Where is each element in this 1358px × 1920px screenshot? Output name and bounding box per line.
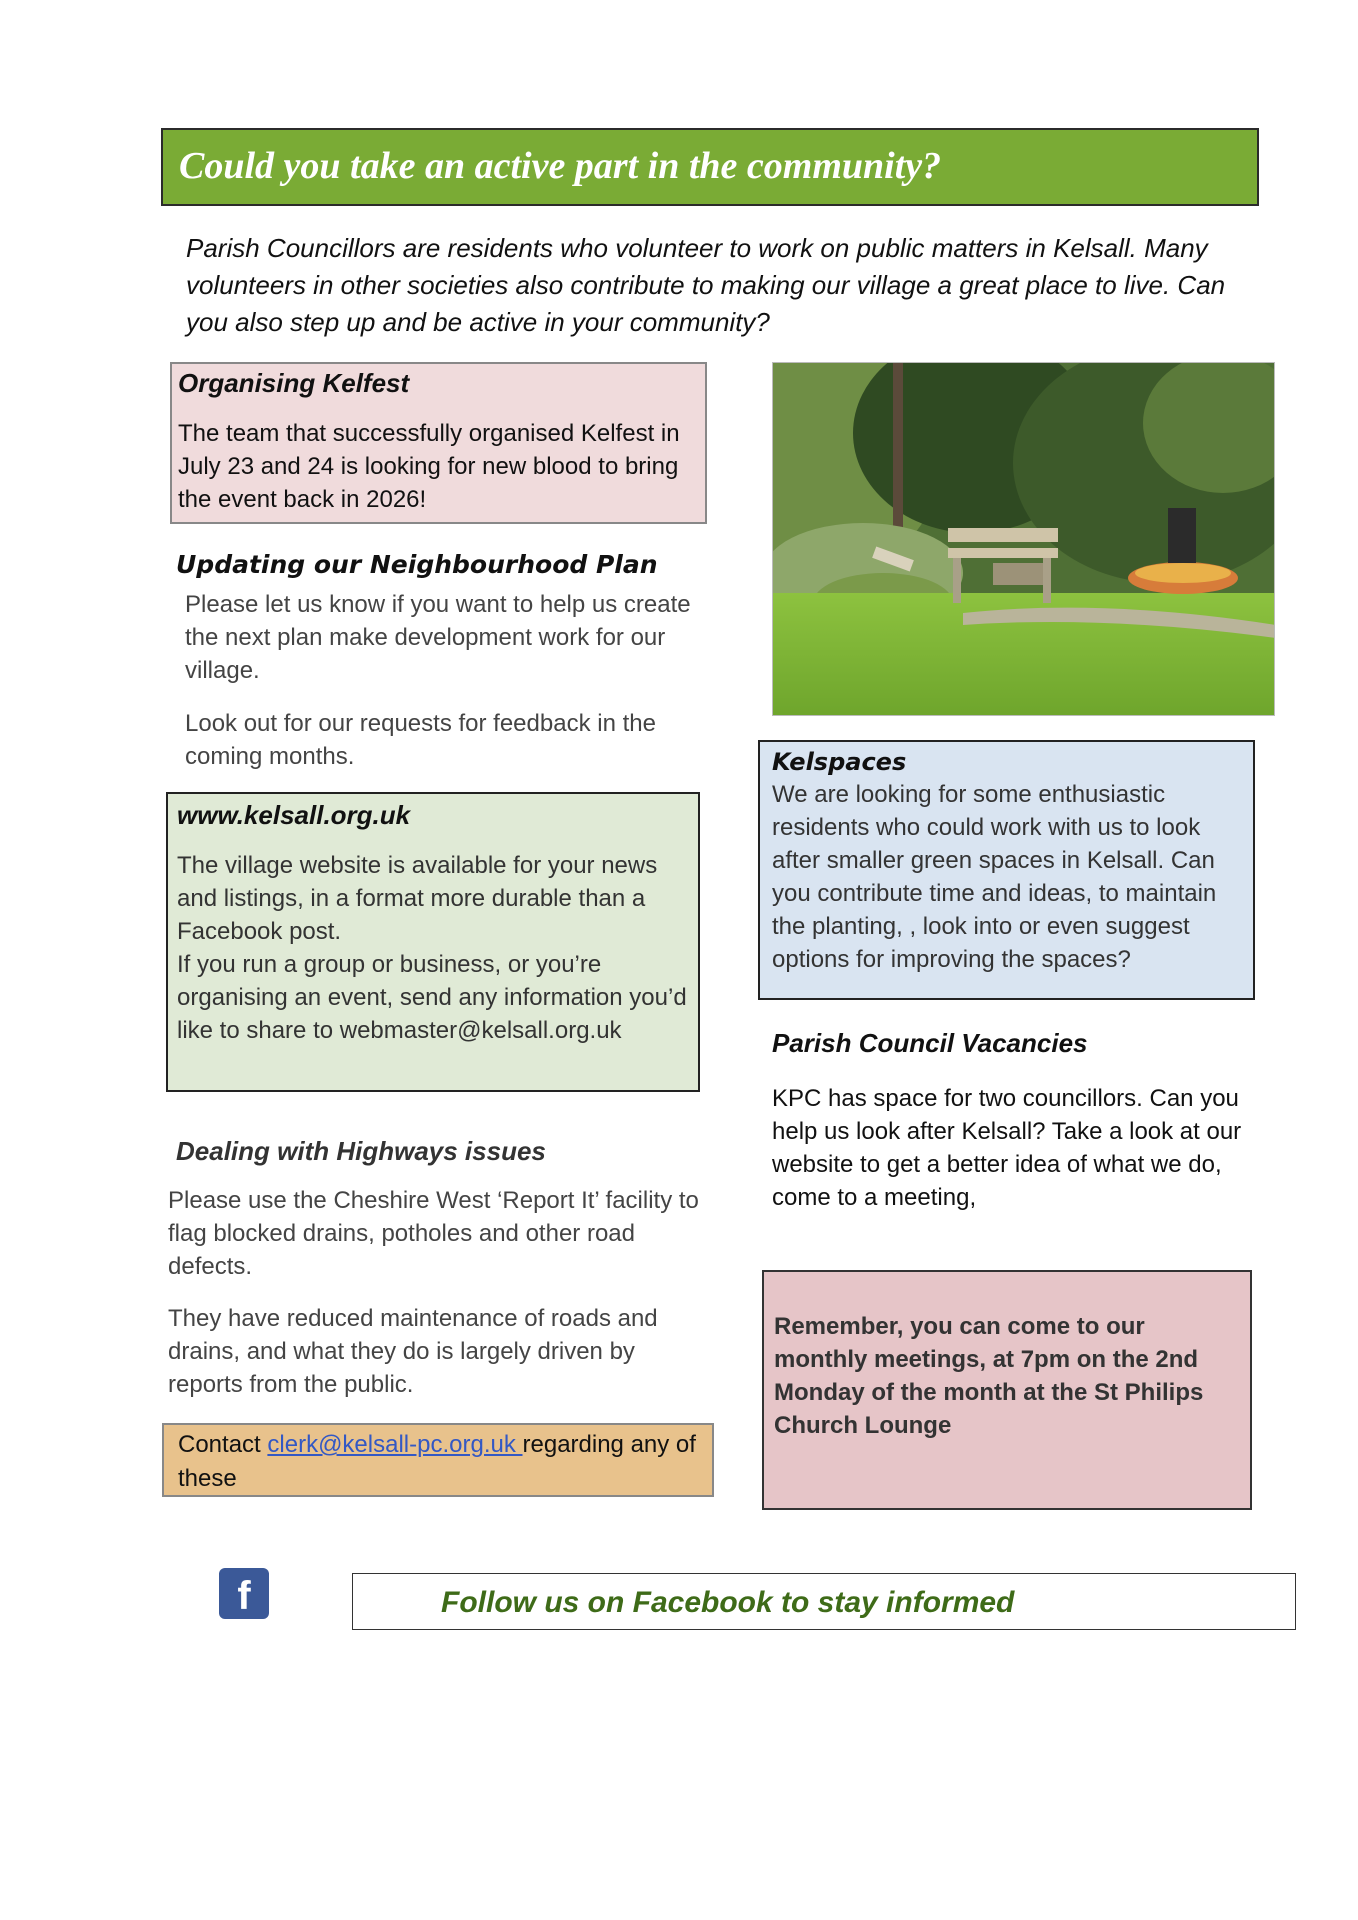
intro-paragraph: Parish Councillors are residents who volunteer to work on public matters in Kelsall. Many volunteers in other societies also contribute to making our village a great place to live. Can you also step up and be active in your community? — [186, 233, 1226, 337]
park-photo — [772, 362, 1275, 716]
kelspaces-body: We are looking for some enthusiastic residents who could work with us to look after smaller green spaces in Kelsall. Can you contribute time and ideas, to maintain the planting, , look into or even suggest options for improving the spaces? — [772, 781, 1217, 973]
park-bench-illustration — [773, 363, 1275, 716]
facebook-icon[interactable]: f — [219, 1568, 269, 1619]
meetings-text: Remember, you can come to our monthly meetings, at 7pm on the 2nd Monday of the month at the St Philips Church Lounge — [774, 1313, 1204, 1439]
highways-title: Dealing with Highways issues — [176, 1136, 546, 1166]
vacancies-body: KPC has space for two councillors. Can you help us look after Kelsall? Take a look at our website to get a better idea of what we do, come to a meeting, — [772, 1085, 1242, 1211]
neighbourhood-plan-paragraph-2: Look out for our requests for feedback in the coming months. — [185, 710, 656, 770]
kelfest-title: Organising Kelfest — [178, 368, 410, 398]
kelspaces-box — [758, 740, 1255, 1000]
highways-paragraph-2: They have reduced maintenance of roads and drains, and what they do is largely driven by reports from the public. — [168, 1305, 658, 1398]
page-banner — [161, 128, 1259, 206]
kelfest-body: The team that successfully organised Kelfest in July 23 and 24 is looking for new blood to bring the event back in 2026! — [178, 420, 680, 513]
follow-facebook-text: Follow us on Facebook to stay informed — [441, 1586, 1015, 1619]
meetings-box — [762, 1270, 1252, 1510]
website-title[interactable]: www.kelsall.org.uk — [177, 800, 411, 830]
contact-suffix: regarding any of these — [178, 1431, 696, 1492]
website-paragraph-2: If you run a group or business, or you’re organising an event, send any information you’d like to share to webmaster@kelsall.org.uk — [177, 951, 687, 1044]
neighbourhood-plan-title: Updating our Neighbourhood Plan — [176, 550, 658, 579]
neighbourhood-plan-paragraph-1: Please let us know if you want to help us create the next plan make development work for our village. — [185, 591, 691, 684]
banner-title: Could you take an active part in the community? — [179, 145, 942, 187]
website-box — [166, 792, 700, 1092]
vacancies-title: Parish Council Vacancies — [772, 1028, 1088, 1058]
contact-box — [162, 1423, 714, 1497]
website-paragraph-1: The village website is available for your news and listings, in a format more durable than a Facebook post. — [177, 852, 658, 945]
kelspaces-title: Kelspaces — [772, 748, 907, 776]
highways-paragraph-1: Please use the Cheshire West ‘Report It’ facility to flag blocked drains, potholes and other road defects. — [168, 1187, 699, 1280]
contact-prefix: Contact — [178, 1431, 268, 1458]
kelfest-box — [170, 362, 707, 524]
clerk-email-link[interactable]: clerk@kelsall-pc.org.uk — [267, 1431, 523, 1458]
follow-facebook-banner — [352, 1573, 1296, 1630]
